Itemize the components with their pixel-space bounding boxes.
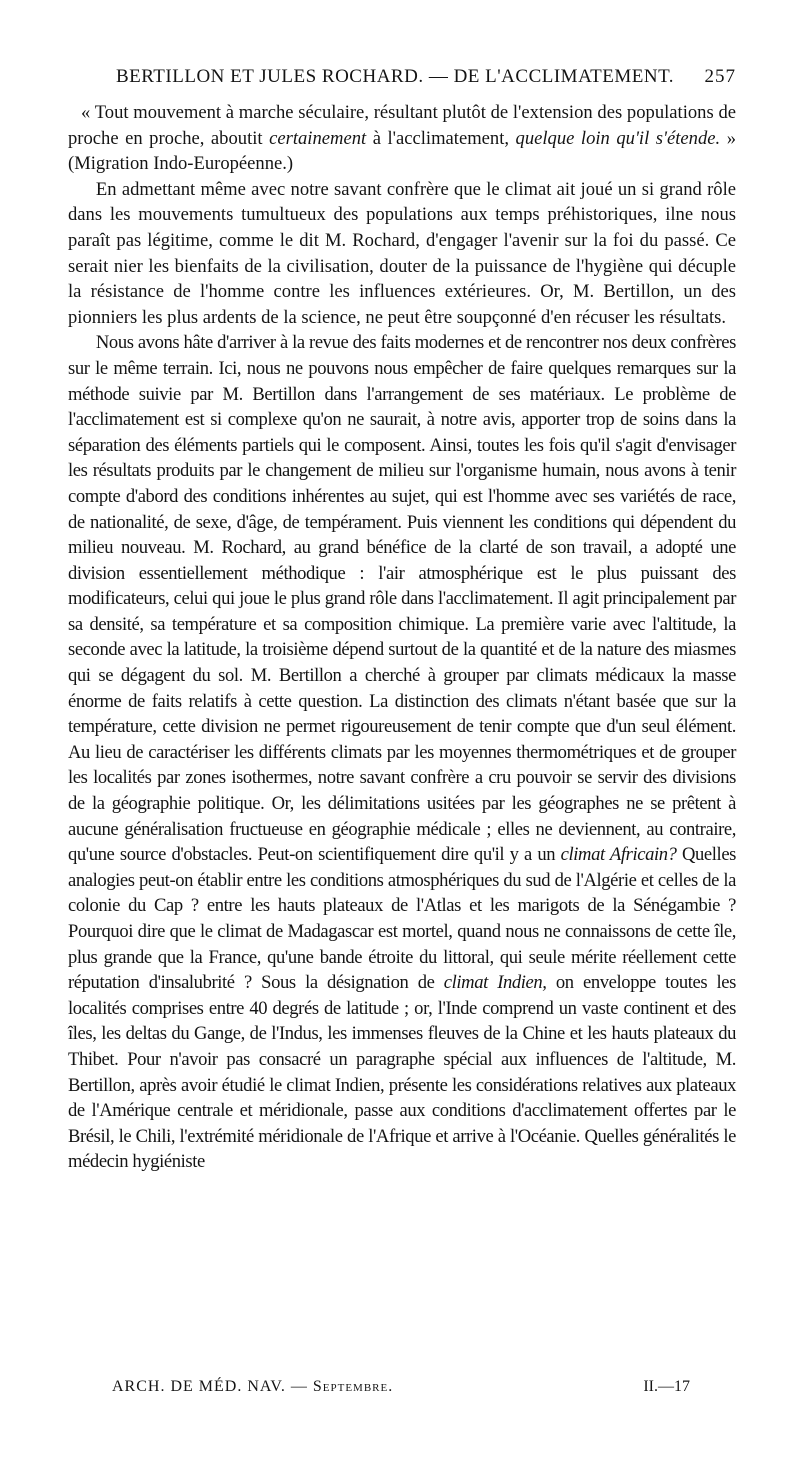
running-header bbox=[68, 66, 736, 96]
printer-signature: ARCH. DE MÉD. NAV. — Septembre. bbox=[112, 1378, 394, 1395]
paragraph-quote bbox=[68, 100, 736, 177]
paragraph bbox=[68, 330, 736, 1175]
text-segment-italic: certainement bbox=[269, 127, 367, 149]
sheet-mark: II.—17 bbox=[643, 1378, 690, 1395]
page-footer bbox=[112, 1378, 690, 1396]
text-segment: » (Migration Indo-Européenne.) bbox=[68, 127, 736, 175]
text-segment: « Tout mouvement à marche séculaire, résultant plutôt de l'extension des populations de proche en proche, aboutit bbox=[68, 102, 736, 149]
text-segment: Nous avons hâte d'arriver à la revue des faits modernes et de rencontrer nos deux confrères sur le même terrain. Ici, nous ne pouvons nous empêcher de faire quelques remarques sur la méthode suivie par M. Bertillon dans l'arrangement de ses matériaux. Le problème de l'acclimatement est si complexe qu'on ne saurait, à notre avis, apporter trop de soins dans la séparation des éléments partiels qui le composent. Ainsi, toutes les fois qu'il s'agit d'envisager les résultats produits par le changement de milieu sur l'organisme humain, nous avons à tenir compte d'abord des conditions inhérentes au sujet, qui est l'homme avec ses variétés de race, de nationalité, de sexe, d'âge, de tempérament. Puis viennent les conditions qui dépendent du milieu nouveau. M. Rochard, au grand bénéfice de la clarté de son travail, a adopté une division essentiellement méthodique : l'air atmosphérique est le plus puissant des modificateurs, celui qui joue le plus grand rôle dans l'acclimatement. Il agit principalement par sa densité, sa température et sa composition chimique. La première varie avec l'altitude, la seconde avec la latitude, la troisième dépend surtout de la quantité et de la nature des miasmes qui se dégagent du sol. M. Bertillon a cherché à grouper par climats médicaux la masse énorme de faits relatifs à cette question. La distinction des climats n'étant basée que sur la température, cette division ne permet rigoureusement de tenir compte que d'un seul élément. Au lieu de caractériser les différents climats par les moyennes thermométriques et de grouper les localités par zones isothermes, notre savant confrère a cru pouvoir se servir des divisions de la géographie politique. Or, les délimitations usitées par les géographes ne se prêtent à aucune généralisation fructueuse en géographie médicale ; elles ne deviennent, au contraire, qu'une source d'obstacles. Peut-on scientifiquement dire qu'il y a un bbox=[68, 332, 736, 866]
text-segment-italic: climat Indien, bbox=[443, 972, 547, 994]
text-segment: à l'acclimatement, bbox=[366, 127, 516, 149]
running-title: BERTILLON ET JULES ROCHARD. — DE L'ACCLIMATEMENT. bbox=[116, 66, 675, 87]
text-segment: on enveloppe toutes les localités comprises entre 40 degrés de latitude ; or, l'Inde comprend un vaste continent et des îles, les deltas du Gange, de l'Indus, les immenses fleuves de la Chine et les hauts plateaux du Thibet. Pour n'avoir pas consacré un paragraphe spécial aux influences de l'altitude, M. Bertillon, après avoir étudié le climat Indien, présente les considérations relatives aux plateaux de l'Amérique centrale et méridionale, passe aux conditions d'acclimatement offertes par le Brésil, le Chili, l'extrémité méridionale de l'Afrique et arrive à l'Océanie. Quelles généralités le médecin hygiéniste bbox=[68, 972, 736, 1173]
body-text bbox=[68, 100, 736, 1175]
text-segment-italic: quelque loin qu'il s'étende. bbox=[515, 127, 721, 149]
page-number: 257 bbox=[704, 66, 736, 87]
text-segment: En admettant même avec notre savant confrère que le climat ait joué un si grand rôle dans les mouvements tumultueux des populations aux temps préhistoriques, ilne nous paraît pas légitime, comme le dit M. Rochard, d'engager l'avenir sur la foi du passé. Ce serait nier les bienfaits de la civilisation, douter de la puissance de l'hygiène qui décuple la résistance de l'homme contre les influences extérieures. Or, M. Bertillon, un des pionniers les plus ardents de la science, ne peut être soupçonné d'en récuser les résultats. bbox=[68, 178, 736, 328]
text-segment: Quelles analogies peut-on établir entre les conditions atmosphériques du sud de l'Algérie et celles de la colonie du Cap ? entre les hauts plateaux de l'Atlas et les marigots de la Sénégambie ? Pourquoi dire que le climat de Madagascar est mortel, quand nous ne connaissons de cette île, plus grande que la France, qu'une bande étroite du littoral, qui seule mérite réellement cette réputation d'insalubrité ? Sous la désignation de bbox=[68, 844, 737, 994]
paragraph bbox=[68, 177, 736, 331]
text-segment-italic: climat Africain? bbox=[560, 844, 677, 866]
